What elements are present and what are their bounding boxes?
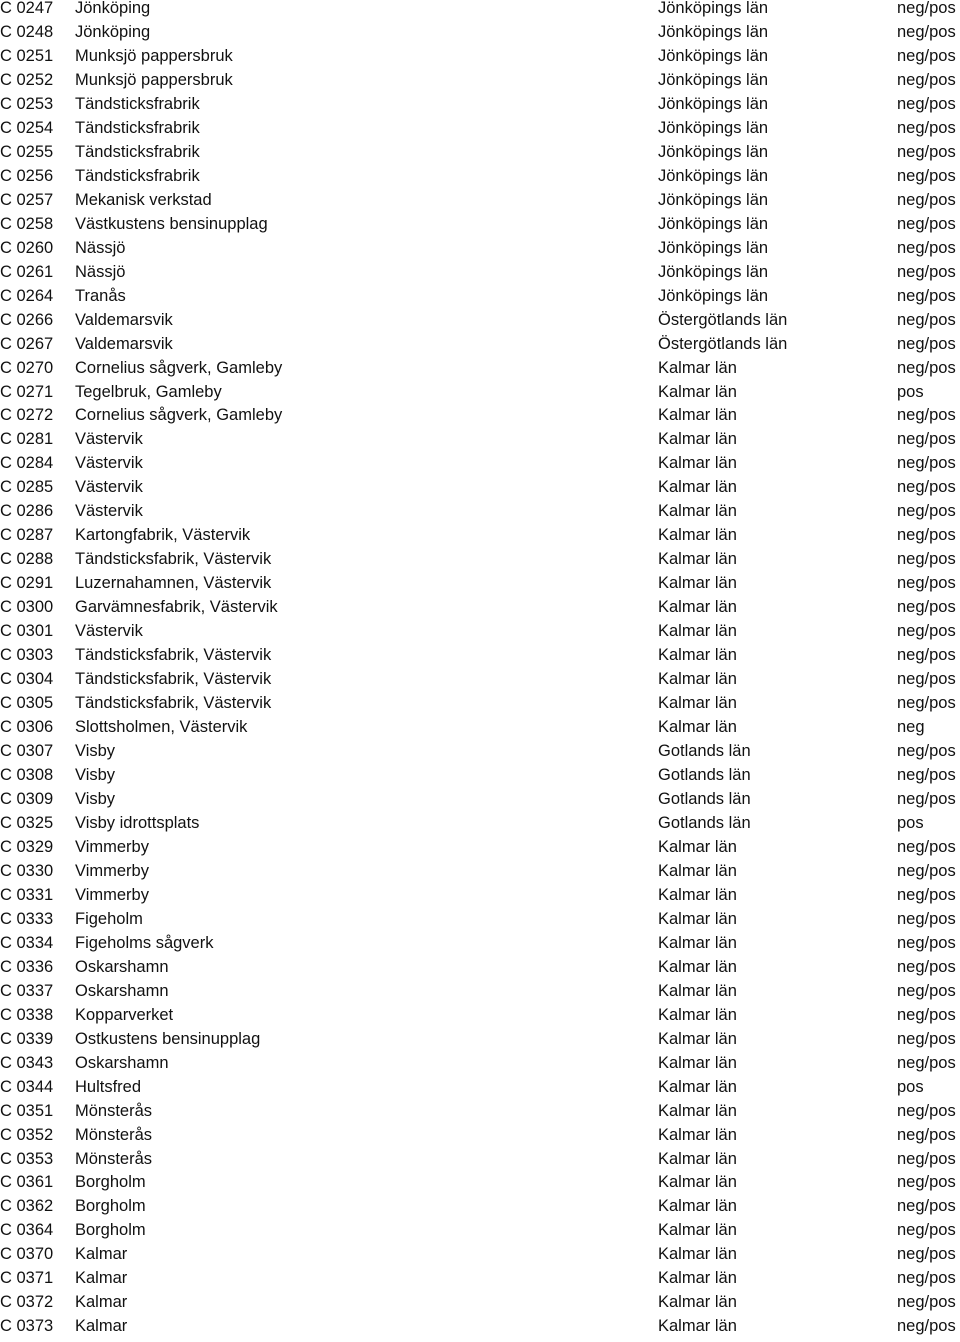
format-status: neg/pos <box>897 957 956 976</box>
record-id: C 0307 <box>0 742 54 761</box>
place-name: Kartongfabrik, Västervik <box>75 526 251 545</box>
format-status: neg/pos <box>897 70 956 89</box>
format-status: neg/pos <box>897 310 956 329</box>
place-name: Visby <box>75 789 116 808</box>
record-id: C 0256 <box>0 166 54 185</box>
county-name: Kalmar län <box>658 382 737 401</box>
format-status: neg/pos <box>897 622 956 641</box>
format-status: neg/pos <box>897 1149 956 1168</box>
county-name: Kalmar län <box>658 478 737 497</box>
place-name: Tändsticksfabrik, Västervik <box>75 670 272 689</box>
place-name: Västervik <box>75 622 143 641</box>
county-name: Jönköpings län <box>658 118 769 137</box>
list-item <box>0 1007 960 1031</box>
county-name: Kalmar län <box>658 1269 737 1288</box>
record-id: C 0286 <box>0 502 54 521</box>
county-name: Kalmar län <box>658 550 737 569</box>
format-status: neg/pos <box>897 238 956 257</box>
format-status: neg/pos <box>897 262 956 281</box>
record-id: C 0336 <box>0 957 54 976</box>
place-name: Cornelius sågverk, Gamleby <box>75 358 283 377</box>
county-name: Kalmar län <box>658 406 737 425</box>
place-name: Jönköping <box>75 22 151 41</box>
county-name: Kalmar län <box>658 861 737 880</box>
list-item <box>0 959 960 983</box>
county-name: Jönköpings län <box>658 22 769 41</box>
place-name: Figeholm <box>75 909 143 928</box>
county-name: Kalmar län <box>658 1173 737 1192</box>
format-status: neg/pos <box>897 1029 956 1048</box>
place-name: Ostkustens bensinupplag <box>75 1029 261 1048</box>
place-name: Nässjö <box>75 262 126 281</box>
county-name: Kalmar län <box>658 1197 737 1216</box>
place-name: Tändsticksfabrik, Västervik <box>75 694 272 713</box>
format-status: neg/pos <box>897 478 956 497</box>
list-item <box>0 0 960 24</box>
list-item <box>0 743 960 767</box>
record-id: C 0272 <box>0 406 54 425</box>
format-status: neg/pos <box>897 0 956 17</box>
record-id: C 0264 <box>0 286 54 305</box>
record-id: C 0281 <box>0 430 54 449</box>
place-name: Västervik <box>75 478 143 497</box>
county-name: Kalmar län <box>658 694 737 713</box>
format-status: neg/pos <box>897 670 956 689</box>
county-name: Kalmar län <box>658 933 737 952</box>
format-status: pos <box>897 813 924 832</box>
record-id: C 0373 <box>0 1317 54 1336</box>
county-name: Kalmar län <box>658 1245 737 1264</box>
record-id: C 0351 <box>0 1101 54 1120</box>
list-item <box>0 575 960 599</box>
place-name: Visby <box>75 766 116 784</box>
place-name: Vimmerby <box>75 837 149 856</box>
place-name: Jönköping <box>75 0 151 17</box>
record-id: C 0306 <box>0 718 54 737</box>
place-name: Mönsterås <box>75 1149 153 1168</box>
place-name: Kalmar <box>75 1269 128 1288</box>
record-id: C 0271 <box>0 382 54 401</box>
list-item <box>0 911 960 935</box>
county-name: Kalmar län <box>658 909 737 928</box>
list-item <box>0 360 960 384</box>
county-name: Kalmar län <box>658 1317 737 1336</box>
county-name: Kalmar län <box>658 837 737 856</box>
place-name: Tändsticksfrabrik <box>75 118 200 137</box>
list-item <box>0 336 960 360</box>
format-status: neg/pos <box>897 406 956 425</box>
list-item <box>0 479 960 503</box>
format-status: neg/pos <box>897 430 956 449</box>
format-status: neg/pos <box>897 861 956 880</box>
list-item <box>0 503 960 527</box>
county-name: Jönköpings län <box>658 94 769 113</box>
list-item <box>0 288 960 312</box>
format-status: neg/pos <box>897 286 956 305</box>
place-name: Munksjö pappersbruk <box>75 70 233 89</box>
county-name: Kalmar län <box>658 502 737 521</box>
format-status: neg <box>897 718 925 737</box>
list-item <box>0 863 960 887</box>
place-name: Kalmar <box>75 1293 128 1312</box>
format-status: neg/pos <box>897 454 956 473</box>
list-item <box>0 1246 960 1270</box>
list-item <box>0 24 960 48</box>
place-name: Kopparverket <box>75 1005 174 1024</box>
list-item <box>0 1127 960 1151</box>
format-status: neg/pos <box>897 574 956 593</box>
record-id: C 0339 <box>0 1029 54 1048</box>
place-name: Tegelbruk, Gamleby <box>75 382 222 401</box>
record-id: C 0260 <box>0 238 54 257</box>
record-id: C 0258 <box>0 214 54 233</box>
county-name: Kalmar län <box>658 718 737 737</box>
county-name: Jönköpings län <box>658 238 769 257</box>
format-status: neg/pos <box>897 1197 956 1216</box>
format-status: neg/pos <box>897 933 956 952</box>
list-item <box>0 1055 960 1079</box>
record-id: C 0325 <box>0 813 54 832</box>
list-item <box>0 168 960 192</box>
list-item <box>0 96 960 120</box>
format-status: neg/pos <box>897 742 956 761</box>
format-status: neg/pos <box>897 334 956 353</box>
list-item <box>0 887 960 911</box>
record-id: C 0370 <box>0 1245 54 1264</box>
record-id: C 0353 <box>0 1149 54 1168</box>
record-id: C 0267 <box>0 334 54 353</box>
format-status: neg/pos <box>897 646 956 665</box>
list-item <box>0 384 960 408</box>
county-name: Jönköpings län <box>658 142 769 161</box>
format-status: neg/pos <box>897 766 956 784</box>
list-item <box>0 1174 960 1198</box>
place-name: Luzernahamnen, Västervik <box>75 574 272 593</box>
record-id: C 0364 <box>0 1221 54 1240</box>
format-status: pos <box>897 1077 924 1096</box>
county-name: Kalmar län <box>658 1029 737 1048</box>
list-item <box>0 216 960 240</box>
format-status: neg/pos <box>897 909 956 928</box>
county-name: Kalmar län <box>658 358 737 377</box>
list-item <box>0 72 960 96</box>
record-id: C 0309 <box>0 789 54 808</box>
list-item <box>0 767 960 791</box>
county-name: Kalmar län <box>658 1101 737 1120</box>
format-status: neg/pos <box>897 1221 956 1240</box>
list-item <box>0 1103 960 1127</box>
format-status: neg/pos <box>897 885 956 904</box>
list-item <box>0 192 960 216</box>
record-id: C 0371 <box>0 1269 54 1288</box>
record-id: C 0334 <box>0 933 54 952</box>
record-id: C 0301 <box>0 622 54 641</box>
list-item <box>0 551 960 575</box>
county-name: Kalmar län <box>658 622 737 641</box>
record-id: C 0257 <box>0 190 54 209</box>
list-item <box>0 1294 960 1318</box>
place-name: Figeholms sågverk <box>75 933 214 952</box>
record-id: C 0344 <box>0 1077 54 1096</box>
place-name: Valdemarsvik <box>75 310 173 329</box>
record-id: C 0300 <box>0 598 54 617</box>
list-item <box>0 1198 960 1222</box>
list-item <box>0 815 960 839</box>
county-name: Jönköpings län <box>658 166 769 185</box>
county-name: Kalmar län <box>658 1125 737 1144</box>
list-item <box>0 599 960 623</box>
place-name: Cornelius sågverk, Gamleby <box>75 406 283 425</box>
place-name: Västervik <box>75 454 143 473</box>
record-id: C 0251 <box>0 46 54 65</box>
county-name: Gotlands län <box>658 813 751 832</box>
place-name: Kalmar <box>75 1245 128 1264</box>
record-id: C 0337 <box>0 981 54 1000</box>
place-name: Tändsticksfabrik, Västervik <box>75 646 272 665</box>
record-id: C 0352 <box>0 1125 54 1144</box>
county-name: Gotlands län <box>658 742 751 761</box>
county-name: Östergötlands län <box>658 334 788 353</box>
county-name: Kalmar län <box>658 1221 737 1240</box>
format-status: neg/pos <box>897 1053 956 1072</box>
county-name: Jönköpings län <box>658 262 769 281</box>
county-name: Jönköpings län <box>658 46 769 65</box>
list-item <box>0 791 960 815</box>
county-name: Kalmar län <box>658 957 737 976</box>
record-id: C 0253 <box>0 94 54 113</box>
list-item <box>0 455 960 479</box>
list-item <box>0 312 960 336</box>
format-status: neg/pos <box>897 94 956 113</box>
place-name: Garvämnesfabrik, Västervik <box>75 598 278 617</box>
format-status: neg/pos <box>897 1005 956 1024</box>
list-item <box>0 407 960 431</box>
place-name: Västervik <box>75 430 143 449</box>
record-id: C 0331 <box>0 885 54 904</box>
list-item <box>0 719 960 743</box>
list-item <box>0 671 960 695</box>
format-status: neg/pos <box>897 1125 956 1144</box>
place-name: Visby idrottsplats <box>75 813 200 832</box>
county-name: Jönköpings län <box>658 70 769 89</box>
place-name: Mönsterås <box>75 1101 153 1120</box>
record-id: C 0266 <box>0 310 54 329</box>
county-name: Kalmar län <box>658 1293 737 1312</box>
list-item <box>0 264 960 288</box>
record-id: C 0330 <box>0 861 54 880</box>
place-name: Valdemarsvik <box>75 334 173 353</box>
place-name: Vimmerby <box>75 861 149 880</box>
place-name: Borgholm <box>75 1173 146 1192</box>
county-name: Kalmar län <box>658 885 737 904</box>
record-id: C 0247 <box>0 0 54 17</box>
list-item <box>0 647 960 671</box>
list-item <box>0 983 960 1007</box>
list-item <box>0 48 960 72</box>
format-status: neg/pos <box>897 190 956 209</box>
record-id: C 0284 <box>0 454 54 473</box>
county-name: Gotlands län <box>658 789 751 808</box>
format-status: neg/pos <box>897 1269 956 1288</box>
place-name: Visby <box>75 742 116 761</box>
record-id: C 0287 <box>0 526 54 545</box>
list-item <box>0 839 960 863</box>
format-status: neg/pos <box>897 1245 956 1264</box>
format-status: neg/pos <box>897 837 956 856</box>
place-name: Kalmar <box>75 1317 128 1336</box>
place-name: Borgholm <box>75 1221 146 1240</box>
list-item <box>0 1222 960 1246</box>
place-name: Västkustens bensinupplag <box>75 214 268 233</box>
place-name: Tändsticksfabrik, Västervik <box>75 550 272 569</box>
record-id: C 0308 <box>0 766 54 784</box>
place-name: Tranås <box>75 286 126 305</box>
county-name: Kalmar län <box>658 1149 737 1168</box>
place-name: Tändsticksfrabrik <box>75 142 200 161</box>
county-name: Gotlands län <box>658 766 751 784</box>
list-item <box>0 120 960 144</box>
record-id: C 0261 <box>0 262 54 281</box>
list-item <box>0 623 960 647</box>
format-status: neg/pos <box>897 46 956 65</box>
list-item <box>0 1151 960 1175</box>
format-status: neg/pos <box>897 214 956 233</box>
place-name: Slottsholmen, Västervik <box>75 718 248 737</box>
county-name: Kalmar län <box>658 574 737 593</box>
record-id: C 0304 <box>0 670 54 689</box>
place-name: Nässjö <box>75 238 126 257</box>
place-name: Tändsticksfrabrik <box>75 166 200 185</box>
record-id: C 0362 <box>0 1197 54 1216</box>
county-name: Kalmar län <box>658 670 737 689</box>
list-item <box>0 527 960 551</box>
county-name: Östergötlands län <box>658 310 788 329</box>
place-name: Tändsticksfrabrik <box>75 94 200 113</box>
format-status: neg/pos <box>897 550 956 569</box>
record-id: C 0285 <box>0 478 54 497</box>
place-name: Hultsfred <box>75 1077 142 1096</box>
place-name: Borgholm <box>75 1197 146 1216</box>
county-name: Jönköpings län <box>658 286 769 305</box>
list-item <box>0 240 960 264</box>
list-item <box>0 144 960 168</box>
format-status: neg/pos <box>897 142 956 161</box>
record-id: C 0303 <box>0 646 54 665</box>
county-name: Kalmar län <box>658 526 737 545</box>
list-item <box>0 935 960 959</box>
county-name: Jönköpings län <box>658 190 769 209</box>
record-id: C 0252 <box>0 70 54 89</box>
list-item <box>0 1079 960 1103</box>
format-status: neg/pos <box>897 1293 956 1312</box>
format-status: neg/pos <box>897 526 956 545</box>
list-item <box>0 1318 960 1342</box>
county-name: Kalmar län <box>658 1005 737 1024</box>
record-id: C 0305 <box>0 694 54 713</box>
county-name: Kalmar län <box>658 646 737 665</box>
format-status: pos <box>897 382 924 401</box>
record-id: C 0270 <box>0 358 54 377</box>
record-id: C 0329 <box>0 837 54 856</box>
record-id: C 0291 <box>0 574 54 593</box>
record-id: C 0338 <box>0 1005 54 1024</box>
county-name: Kalmar län <box>658 454 737 473</box>
record-id: C 0372 <box>0 1293 54 1312</box>
format-status: neg/pos <box>897 118 956 137</box>
format-status: neg/pos <box>897 502 956 521</box>
county-name: Kalmar län <box>658 981 737 1000</box>
place-name: Västervik <box>75 502 143 521</box>
place-name: Mekanisk verkstad <box>75 190 212 209</box>
record-id: C 0343 <box>0 1053 54 1072</box>
place-name: Oskarshamn <box>75 1053 169 1072</box>
format-status: neg/pos <box>897 166 956 185</box>
format-status: neg/pos <box>897 22 956 41</box>
list-item <box>0 1270 960 1294</box>
format-status: neg/pos <box>897 981 956 1000</box>
place-name: Munksjö pappersbruk <box>75 46 233 65</box>
county-name: Kalmar län <box>658 1053 737 1072</box>
format-status: neg/pos <box>897 789 956 808</box>
county-name: Jönköpings län <box>658 0 769 17</box>
format-status: neg/pos <box>897 1173 956 1192</box>
record-id: C 0361 <box>0 1173 54 1192</box>
place-name: Mönsterås <box>75 1125 153 1144</box>
list-item <box>0 1031 960 1055</box>
county-name: Jönköpings län <box>658 214 769 233</box>
place-name: Vimmerby <box>75 885 149 904</box>
record-id: C 0248 <box>0 22 54 41</box>
format-status: neg/pos <box>897 1317 956 1336</box>
format-status: neg/pos <box>897 694 956 713</box>
record-id: C 0288 <box>0 550 54 569</box>
format-status: neg/pos <box>897 358 956 377</box>
record-id: C 0333 <box>0 909 54 928</box>
format-status: neg/pos <box>897 1101 956 1120</box>
format-status: neg/pos <box>897 598 956 617</box>
county-name: Kalmar län <box>658 598 737 617</box>
place-name: Oskarshamn <box>75 981 169 1000</box>
list-item <box>0 431 960 455</box>
list-item <box>0 695 960 719</box>
county-name: Kalmar län <box>658 430 737 449</box>
record-id: C 0254 <box>0 118 54 137</box>
county-name: Kalmar län <box>658 1077 737 1096</box>
place-name: Oskarshamn <box>75 957 169 976</box>
record-id: C 0255 <box>0 142 54 161</box>
